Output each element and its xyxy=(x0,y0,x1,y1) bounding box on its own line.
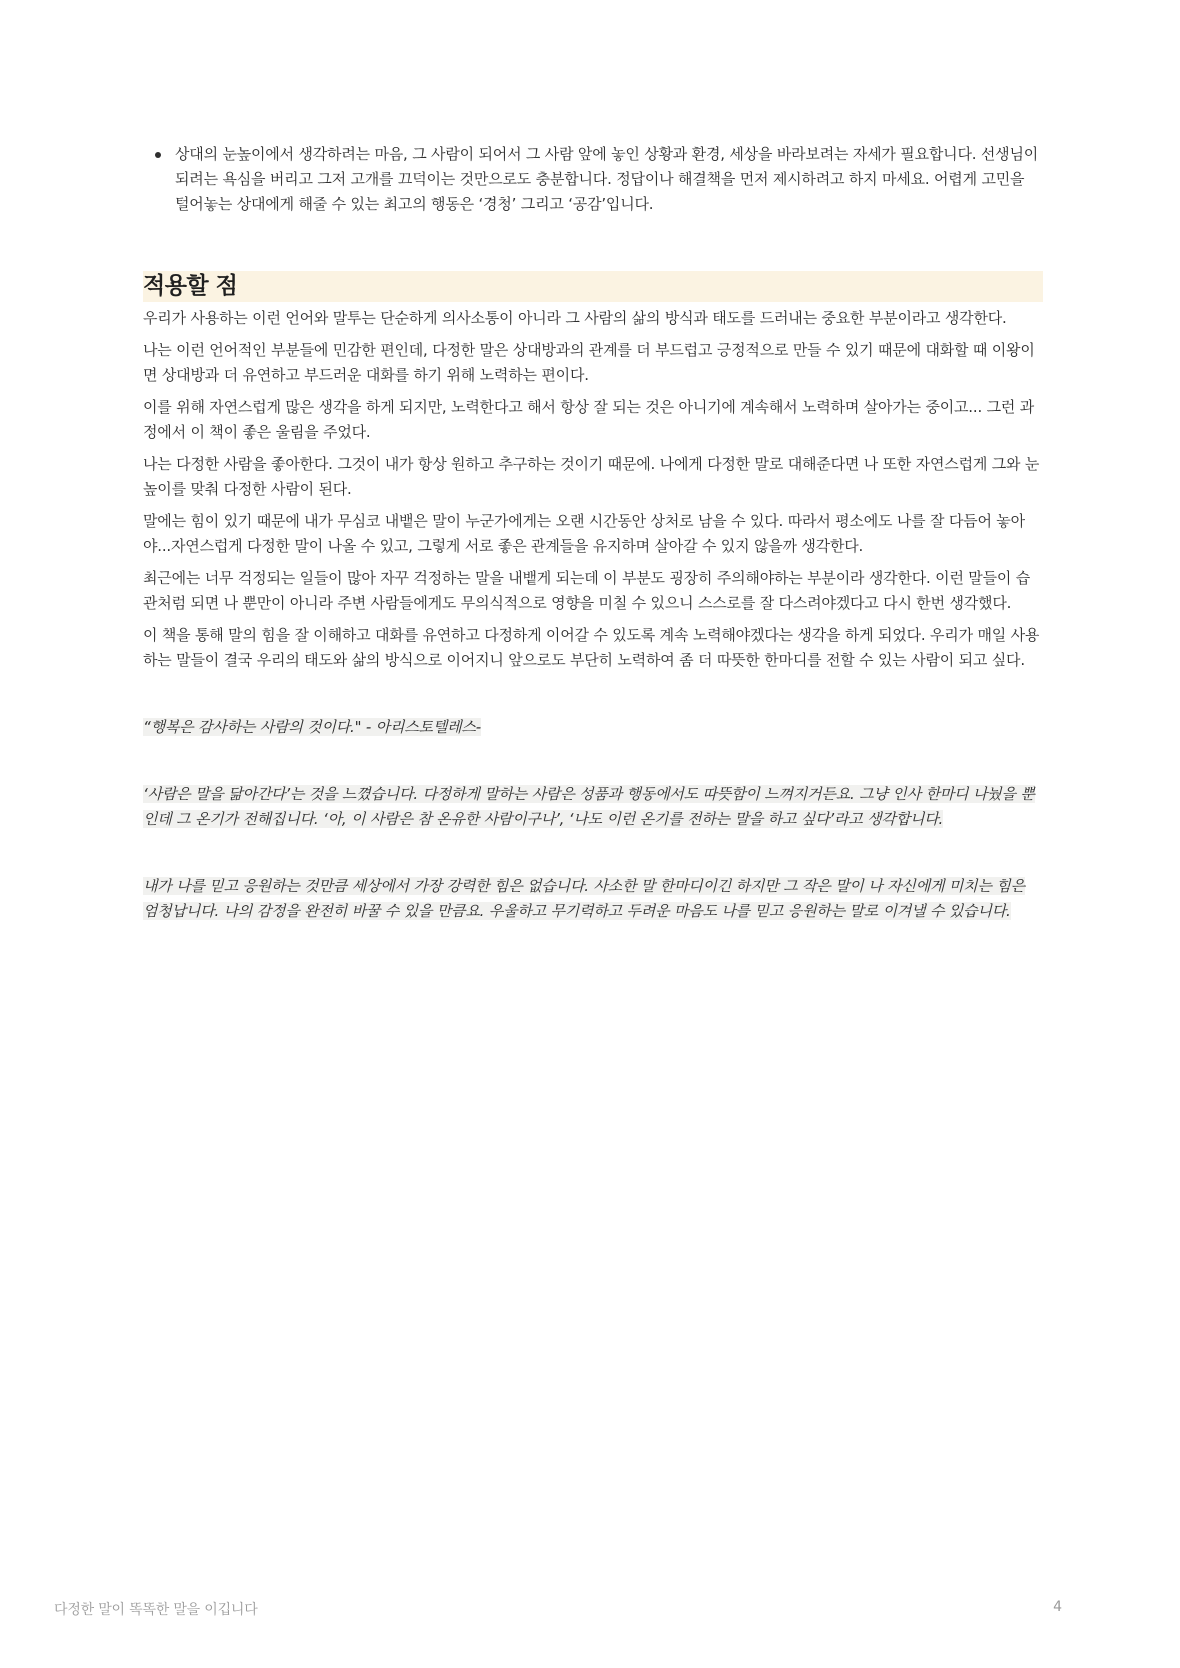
paragraph: 나는 다정한 사람을 좋아한다. 그것이 내가 항상 원하고 추구하는 것이기 때문에. 나에게 다정한 말로 대해준다면 나 또한 자연스럽게 그와 눈높이를 맞춰 다정한 사람이 된다. xyxy=(143,455,1040,498)
bullet-text: 상대의 눈높이에서 생각하려는 마음, 그 사람이 되어서 그 사람 앞에 놓인 상황과 환경, 세상을 바라보려는 자세가 필요합니다. 선생님이 되려는 욕심을 버리고 그저 고개를 끄덕이는 것만으로도 충분합니다. 정답이나 해결책을 먼저 제시하려고 하지 마세요. 어렵게 고민을 털어놓는 상대에게 해줄 수 있는 최고의 행동은 ‘경청’ 그리고 ‘공감’입니다. xyxy=(175,145,1039,213)
paragraph: 이 책을 통해 말의 힘을 잘 이해하고 대화를 유연하고 다정하게 이어갈 수 있도록 계속 노력해야겠다는 생각을 하게 되었다. 우리가 매일 사용하는 말들이 결국 우리의 태도와 삶의 방식으로 이어지니 앞으로도 부단히 노력하여 좀 더 따뜻한 한마디를 전할 수 있는 사람이 되고 싶다. xyxy=(143,626,1040,669)
paragraph: 이를 위해 자연스럽게 많은 생각을 하게 되지만, 노력한다고 해서 항상 잘 되는 것은 아니기에 계속해서 노력하며 살아가는 중이고... 그런 과정에서 이 책이 좋은 울림을 주었다. xyxy=(143,398,1035,441)
quote-block xyxy=(143,874,1043,924)
quote-text: ‘사람은 말을 닮아간다’는 것을 느꼈습니다. 다정하게 말하는 사람은 성품과 행동에서도 따뜻함이 느껴지거든요. 그냥 인사 한마디 나눴을 뿐인데 그 온기가 전해집니다. ‘아, 이 사람은 참 온유한 사람이구나’, ‘나도 이런 온기를 전하는 말을 하고 싶다’라고 생각합니다. xyxy=(143,785,1035,828)
document-body xyxy=(143,142,1043,924)
quote-text: “행복은 감사하는 사람의 것이다." - 아리스토텔레스- xyxy=(143,718,481,736)
paragraph: 나는 이런 언어적인 부분들에 민감한 편인데, 다정한 말은 상대방과의 관계를 더 부드럽고 긍정적으로 만들 수 있기 때문에 대화할 때 이왕이면 상대방과 더 유연하고 부드러운 대화를 하기 위해 노력하는 편이다. xyxy=(143,341,1035,384)
quote-block xyxy=(143,715,1043,740)
footer-document-title: 다정한 말이 똑똑한 말을 이깁니다 xyxy=(54,1602,258,1618)
paragraph: 최근에는 너무 걱정되는 일들이 많아 자꾸 걱정하는 말을 내뱉게 되는데 이 부분도 굉장히 주의해야하는 부분이라 생각한다. 이런 말들이 습관처럼 되면 나 뿐만이 아니라 주변 사람들에게도 무의식적으로 영향을 미칠 수 있으니 스스로를 잘 다스려야겠다고 다시 한번 생각했다. xyxy=(143,569,1031,612)
bullet-list xyxy=(143,142,1043,217)
paragraph: 우리가 사용하는 이런 언어와 말투는 단순하게 의사소통이 아니라 그 사람의 삶의 방식과 태도를 드러내는 중요한 부분이라고 생각한다. xyxy=(143,309,1007,327)
quote-text: 내가 나를 믿고 응원하는 것만큼 세상에서 가장 강력한 힘은 없습니다. 사소한 말 한마디이긴 하지만 그 작은 말이 나 자신에게 미치는 힘은 엄청납니다. 나의 감정을 완전히 바꿀 수 있을 만큼요. 우울하고 무기력하고 두려운 마음도 나를 믿고 응원하는 말로 이겨낼 수 있습니다. xyxy=(143,877,1025,920)
quote-block xyxy=(143,782,1043,832)
paragraph: 말에는 힘이 있기 때문에 내가 무심코 내뱉은 말이 누군가에게는 오랜 시간동안 상처로 남을 수 있다. 따라서 평소에도 나를 잘 다듬어 놓아야...자연스럽게 다정한 말이 나올 수 있고, 그렇게 서로 좋은 관계들을 유지하며 살아갈 수 있지 않을까 생각한다. xyxy=(143,512,1025,555)
bullet-item xyxy=(175,142,1043,217)
bullet-dot-icon xyxy=(155,152,161,158)
footer-page-number: 4 xyxy=(1053,1599,1062,1615)
section-heading: 적용할 점 xyxy=(143,271,1043,302)
